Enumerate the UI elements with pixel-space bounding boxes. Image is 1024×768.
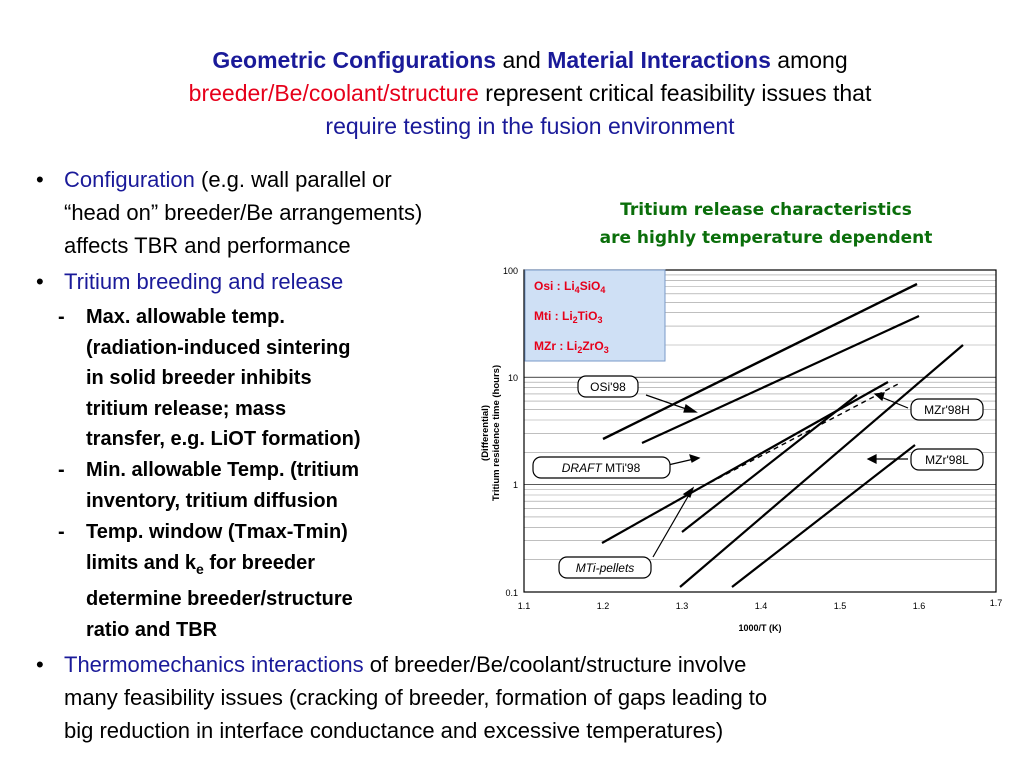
title-breeder-be: breeder/Be/coolant/structure — [188, 80, 479, 106]
label-osi98: OSi'98 — [590, 380, 626, 394]
bullet-dot: • — [36, 167, 44, 192]
line-lowest — [732, 445, 915, 587]
sub-item-min-temp — [58, 455, 478, 516]
sub-line: Min. allowable Temp. (tritium — [86, 459, 359, 481]
dash: - — [58, 521, 65, 543]
title-geometric-configurations: Geometric Configurations — [212, 47, 497, 73]
bullet-configuration — [36, 163, 546, 262]
sub-line — [86, 548, 478, 585]
y-tick-label: 0.1 — [505, 588, 518, 598]
configuration-text-1: (e.g. wall parallel or — [194, 167, 392, 192]
bullet-dot: • — [36, 652, 44, 677]
x-tick-label: 1.5 — [833, 601, 847, 611]
title-material-interactions: Material Interactions — [547, 47, 771, 73]
y-axis-label-1: (Differential) — [480, 405, 491, 461]
legend-osi: Osi : $Li_4SiO_4$ — [534, 279, 606, 295]
bullet-thermomechanics — [36, 648, 996, 747]
y-tick-label: 10 — [507, 373, 518, 383]
y-tick-label: 100 — [502, 266, 518, 276]
label-arrows — [646, 393, 908, 557]
sub-line: determine breeder/structure — [86, 588, 353, 610]
chart-caption — [542, 196, 990, 252]
tritium-breeding-text: Tritium breeding and release — [64, 269, 344, 294]
title-line-1 — [60, 44, 1000, 77]
configuration-term: Configuration — [64, 167, 195, 192]
k-subscript: e — [196, 560, 204, 577]
sub-line: (radiation-induced sintering — [86, 336, 351, 359]
bullet-tritium — [36, 265, 456, 298]
title-and: and — [496, 47, 548, 73]
caption-line-2: are highly temperature dependent — [599, 228, 933, 248]
thermomechanics-term: Thermomechanics interactions — [64, 652, 364, 677]
sub-line: in solid breeder inhibits — [86, 367, 312, 389]
thermo-text-2: many feasibility issues (cracking of breeder, formation of gaps leading to — [64, 685, 768, 710]
caption-line-1: Tritium release characteristics — [620, 200, 912, 220]
x-tick-label: 1.1 — [517, 601, 531, 611]
y-axis-label-2: Tritium residence time (hours) — [491, 364, 502, 502]
label-mti98: MTi'98 — [601, 461, 641, 475]
configuration-text-3: affects TBR and performance — [64, 233, 351, 258]
sub-item-max-temp — [58, 302, 478, 455]
chart-legend — [525, 270, 665, 361]
sub-item-temp-window — [58, 517, 478, 645]
line-mzr98h — [642, 316, 919, 443]
y-tick-label: 1 — [512, 480, 518, 490]
title-feasibility: represent critical feasibility issues that — [478, 80, 872, 106]
title-among: among — [770, 47, 848, 73]
label-mzr98h: MZr'98H — [924, 403, 970, 417]
legend-mzr: MZr : $Li_2ZrO_3$ — [534, 339, 609, 355]
legend-mti: Mti : $Li_2TiO_3$ — [534, 309, 603, 325]
x-tick-label: 1.2 — [596, 601, 610, 611]
dash: - — [58, 459, 65, 481]
slide-title — [60, 44, 1000, 143]
sub-line: ratio and TBR — [86, 618, 218, 641]
sub-line: Temp. window (Tmax-Tmin) — [86, 521, 348, 543]
title-line-3: require testing in the fusion environment — [325, 113, 735, 139]
x-tick-label: 1.7 — [989, 598, 1003, 608]
thermo-text-1: of breeder/Be/coolant/structure involve — [363, 652, 747, 677]
sub-text: limits and k — [86, 551, 197, 574]
label-mzr98l: MZr'98L — [925, 453, 969, 467]
sub-text: for breeder — [203, 551, 315, 574]
label-mti-pellets: MTi-pellets — [575, 561, 635, 575]
x-tick-label: 1.4 — [754, 601, 768, 611]
tritium-residence-chart — [470, 255, 1015, 640]
bullet-dot: • — [36, 269, 44, 294]
x-tick-label: 1.3 — [675, 601, 689, 611]
sub-line: tritium release; mass — [86, 397, 287, 420]
configuration-text-2: “head on” breeder/Be arrangements) — [64, 200, 423, 225]
title-line-2 — [60, 77, 1000, 110]
x-axis-label: 1000/T (K) — [738, 623, 782, 633]
sub-line: transfer, e.g. LiOT formation) — [86, 428, 361, 450]
dash: - — [58, 306, 65, 328]
label-draft: DRAFT — [561, 461, 602, 475]
curve-labels — [533, 376, 983, 578]
sub-line: inventory, tritium diffusion — [86, 489, 338, 512]
x-tick-label: 1.6 — [912, 601, 926, 611]
sub-line: Max. allowable temp. — [86, 306, 285, 328]
label-mti98-group — [562, 461, 641, 475]
thermo-text-3: big reduction in interface conductance and excessive temperatures) — [64, 718, 724, 743]
